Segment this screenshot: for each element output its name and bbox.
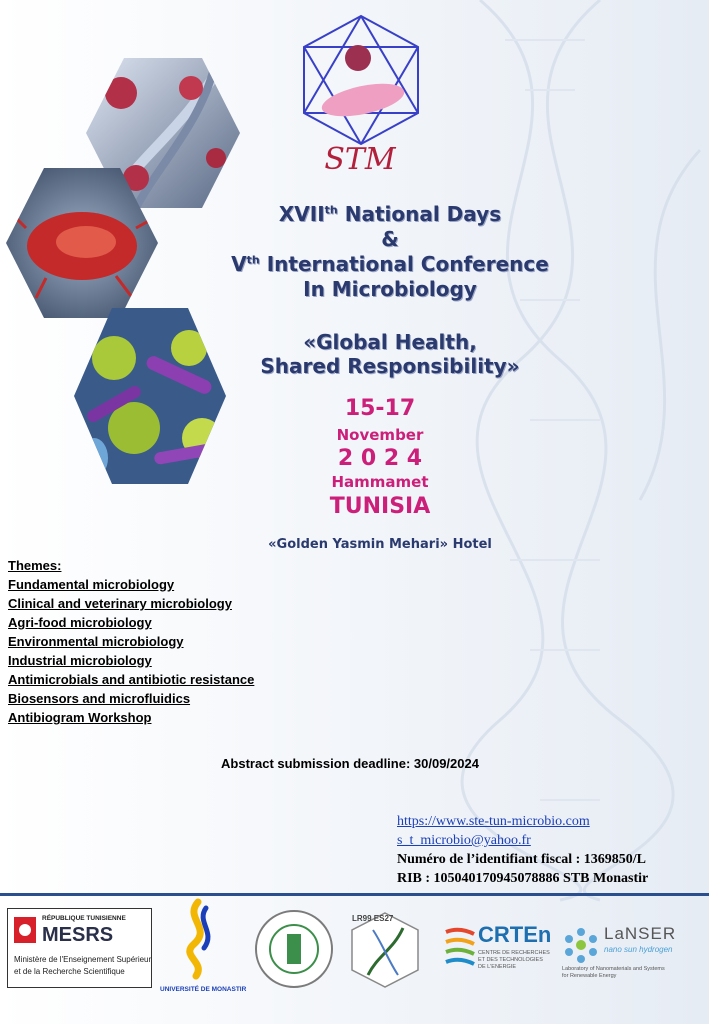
mesrs-republic: RÉPUBLIQUE TUNISIENNE: [42, 915, 126, 922]
university-monastir-text: UNIVERSITÉ DE MONASTIR: [160, 986, 247, 993]
mesrs-logo: [7, 908, 152, 988]
event-hotel: «Golden Yasmin Mehari» Hotel: [268, 537, 492, 552]
lanser-tagline: nano sun hydrogen: [604, 945, 673, 954]
crten-name: CRTEn: [478, 922, 552, 947]
theme-item: Clinical and veterinary microbiology: [8, 596, 232, 611]
theme-title-line2: Shared Responsibility»: [260, 354, 520, 378]
email-link[interactable]: s_t_microbio@yahoo.fr: [397, 833, 531, 848]
themes-heading: Themes:: [8, 558, 62, 573]
title-line-microbiology: In Microbiology: [303, 277, 477, 301]
mesrs-line1: Ministère de l'Enseignement Supérieur: [14, 955, 152, 964]
title-line-national-days: XVIIth National Days: [278, 202, 502, 226]
theme-item: Fundamental microbiology: [8, 577, 175, 592]
event-days: 15-17: [344, 396, 416, 421]
rib-number: RIB : 105040170945078886 STB Monastir: [397, 871, 649, 886]
event-city: Hammamet: [331, 473, 429, 491]
theme-title-line1: «Global Health,: [303, 330, 477, 354]
lab-lr99-text: LR99 ES27: [352, 914, 394, 923]
theme-item: Environmental microbiology: [8, 634, 184, 649]
fiscal-id: Numéro de l’identifiant fiscal : 1369850/L: [397, 852, 647, 867]
lanser-name: LaNSER: [604, 924, 677, 943]
footer-divider: [0, 893, 709, 896]
theme-item: Industrial microbiology: [8, 653, 152, 668]
university-monastir-logo-icon: [166, 898, 230, 990]
lanser-subtitle: Laboratory of Nanomaterials and Systems for Renewable Energy: [562, 966, 665, 979]
themes-list: [8, 556, 254, 727]
title-ampersand: &: [381, 227, 399, 251]
faculty-pharmacy-logo-icon: [254, 908, 334, 990]
theme-item: Agri-food microbiology: [8, 615, 152, 630]
lanser-logo-icon: [562, 926, 600, 964]
theme-item: Antibiogram Workshop: [8, 710, 152, 725]
event-month: November: [336, 426, 424, 444]
mesrs-name: MESRS: [42, 924, 114, 946]
stm-logo-text: STM: [324, 142, 396, 177]
mesrs-line2: et de la Recherche Scientifique: [14, 967, 125, 976]
website-link[interactable]: https://www.ste-tun-microbio.com: [397, 814, 590, 829]
crten-subtitle: CENTRE DE RECHERCHES ET DES TECHNOLOGIES DE L'ENERGIE: [478, 950, 550, 970]
tunisia-flag-icon: [14, 917, 36, 943]
crten-logo-icon: [442, 924, 478, 970]
contact-block: [397, 812, 648, 888]
stm-logo-icon: [300, 14, 422, 146]
theme-item: Biosensors and microfluidics: [8, 691, 191, 706]
title-line-international-conference: Vth International Conference: [231, 252, 549, 276]
abstract-deadline: Abstract submission deadline: 30/09/2024: [221, 756, 479, 771]
event-year: 2 0 2 4: [337, 446, 423, 471]
event-country: TUNISIA: [329, 494, 431, 519]
theme-item: Antimicrobials and antibiotic resistance: [8, 672, 255, 687]
bacteria-cell-hexagon-image: [6, 168, 158, 318]
